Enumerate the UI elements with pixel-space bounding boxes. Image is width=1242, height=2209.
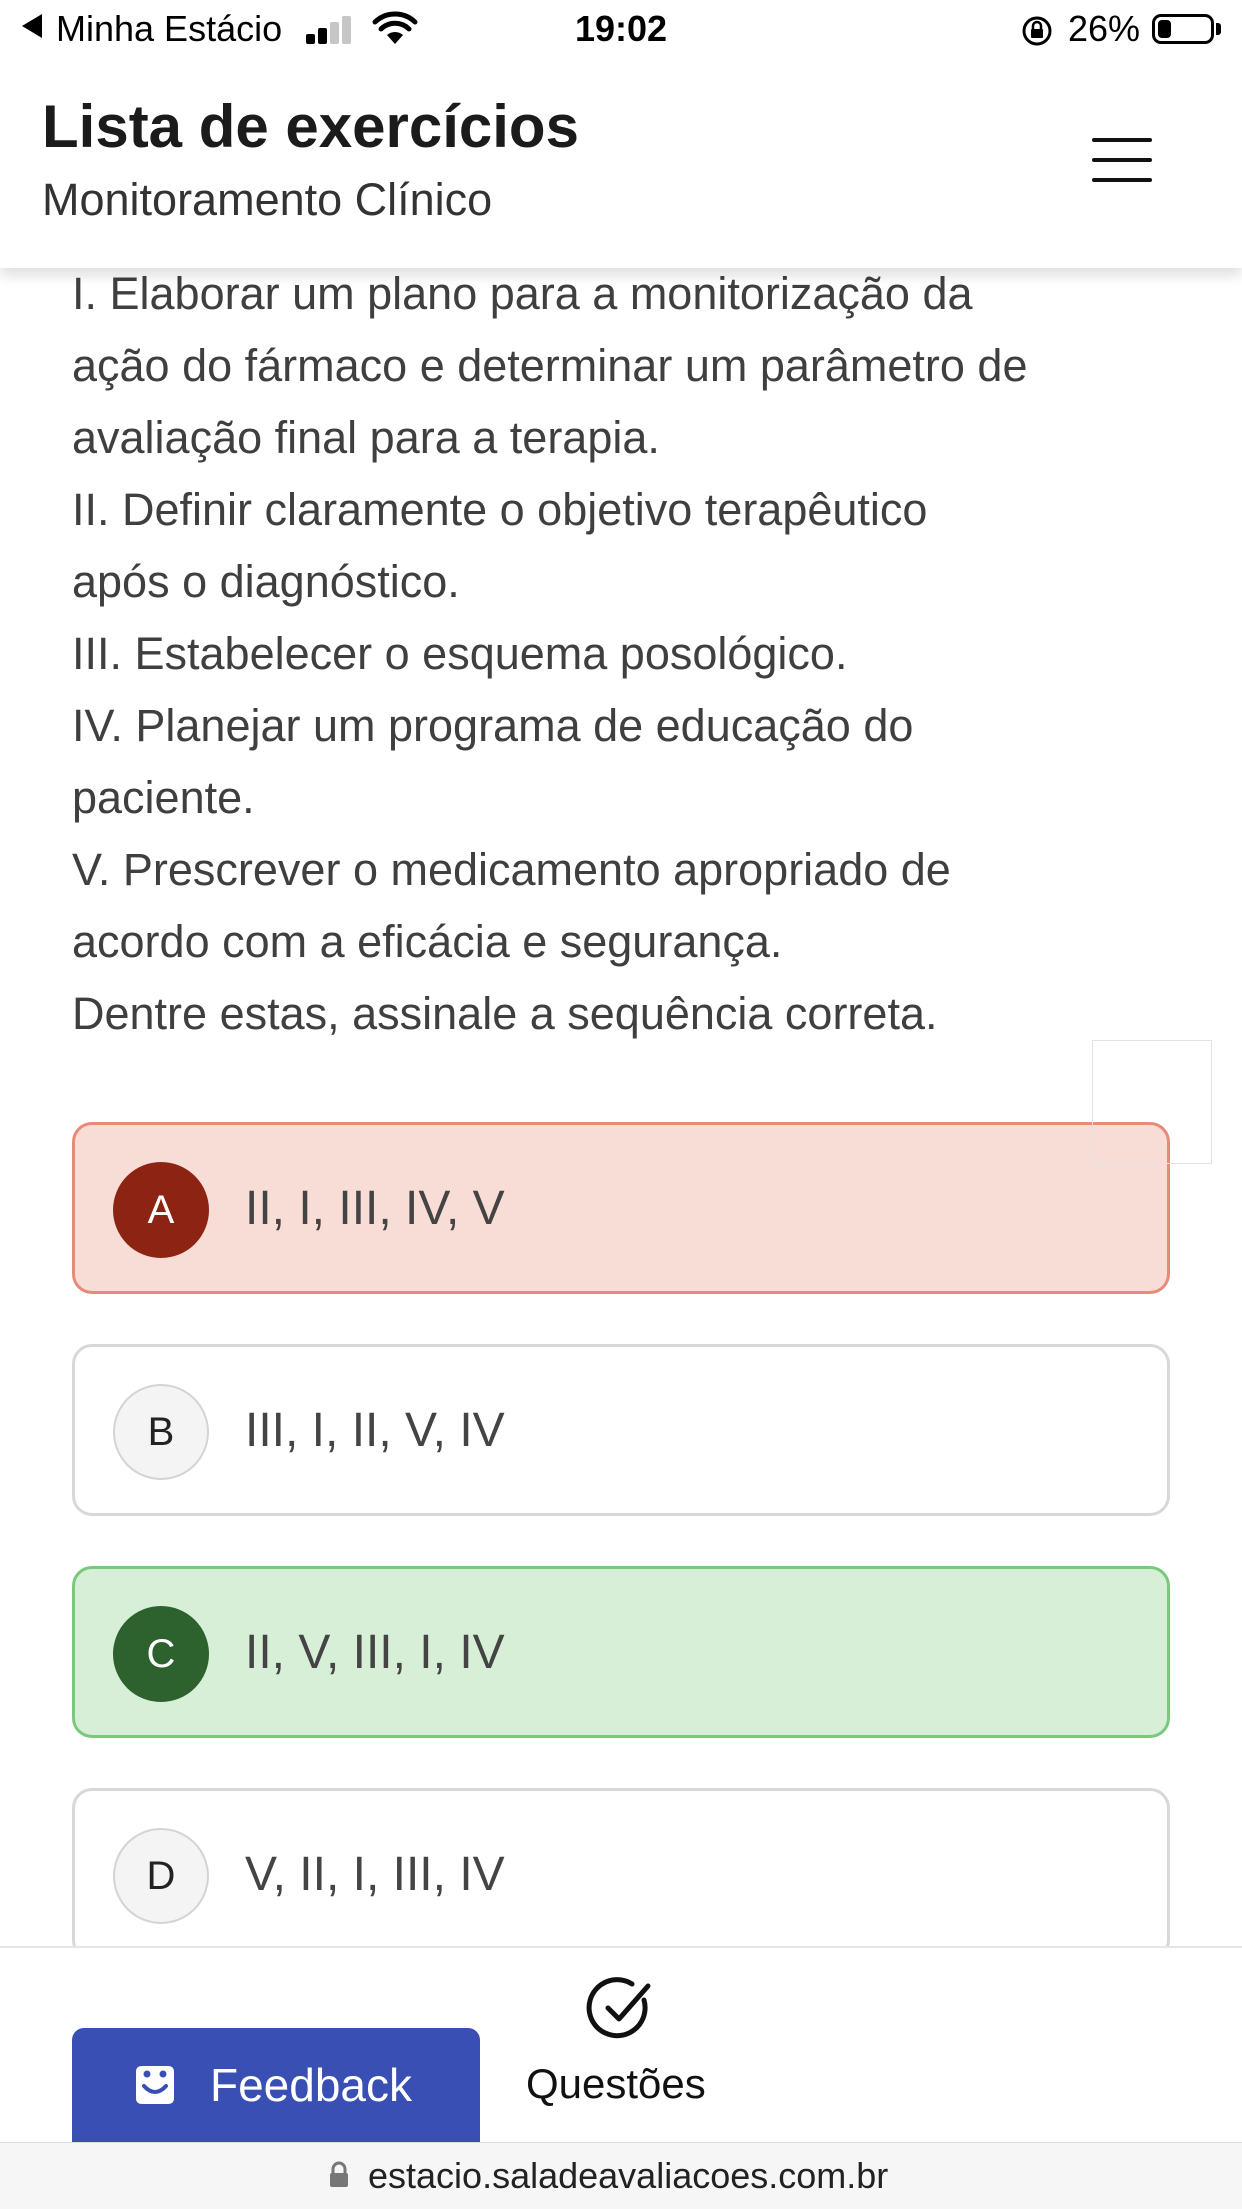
question-statement <box>72 258 1192 1050</box>
lock-icon <box>328 2161 350 2189</box>
side-panel-outline <box>1092 1040 1212 1164</box>
smile-face-icon <box>132 2062 178 2108</box>
option-text: III, I, II, V, IV <box>245 1404 505 1457</box>
feedback-label: Feedback <box>210 2059 413 2111</box>
question-line: I. Elaborar um plano para a monitorização da <box>72 268 973 319</box>
page-subtitle: Monitoramento Clínico <box>42 174 493 225</box>
option-letter-badge: A <box>113 1162 209 1258</box>
bottom-navigation <box>0 1946 1242 2144</box>
status-bar <box>0 0 1242 62</box>
option-b[interactable] <box>72 1344 1170 1516</box>
back-app-label[interactable]: Minha Estácio <box>56 8 283 49</box>
option-text: II, V, III, I, IV <box>245 1626 505 1679</box>
url-text[interactable]: estacio.saladeavaliacoes.com.br <box>368 2155 889 2196</box>
hamburger-menu-icon[interactable] <box>1092 138 1164 186</box>
option-text: V, II, I, III, IV <box>245 1848 505 1901</box>
battery-icon <box>1152 14 1214 44</box>
option-letter-badge: C <box>113 1606 209 1702</box>
questoes-tab-label[interactable]: Questões <box>526 2060 706 2107</box>
question-line: ação do fármaco e determinar um parâmetro de <box>72 340 1028 391</box>
option-text: II, I, III, IV, V <box>245 1182 505 1235</box>
question-line: IV. Planejar um programa de educação do <box>72 700 914 751</box>
battery-level-fill <box>1158 20 1171 38</box>
question-line: paciente. <box>72 772 255 823</box>
option-letter-badge: D <box>113 1828 209 1924</box>
rotation-lock-icon <box>1020 14 1054 48</box>
check-circle-icon[interactable] <box>586 1974 656 2044</box>
feedback-button[interactable] <box>72 2028 480 2144</box>
question-line: após o diagnóstico. <box>72 556 460 607</box>
page-title: Lista de exercícios <box>42 93 579 160</box>
battery-percent: 26% <box>1068 8 1141 49</box>
page-header <box>0 62 1242 268</box>
question-line: III. Estabelecer o esquema posológico. <box>72 628 848 679</box>
question-line: avaliação final para a terapia. <box>72 412 660 463</box>
answer-options <box>72 1122 1170 2010</box>
browser-url-bar[interactable] <box>0 2142 1242 2209</box>
question-line: II. Definir claramente o objetivo terapêutico <box>72 484 928 535</box>
option-letter-badge: B <box>113 1384 209 1480</box>
question-line: V. Prescrever o medicamento apropriado de <box>72 844 951 895</box>
battery-nub <box>1216 23 1221 35</box>
clock: 19:02 <box>574 8 668 49</box>
question-line: acordo com a eficácia e segurança. <box>72 916 783 967</box>
option-d[interactable] <box>72 1788 1170 1960</box>
question-line: Dentre estas, assinale a sequência correta. <box>72 988 938 1039</box>
option-a[interactable] <box>72 1122 1170 1294</box>
option-c[interactable] <box>72 1566 1170 1738</box>
